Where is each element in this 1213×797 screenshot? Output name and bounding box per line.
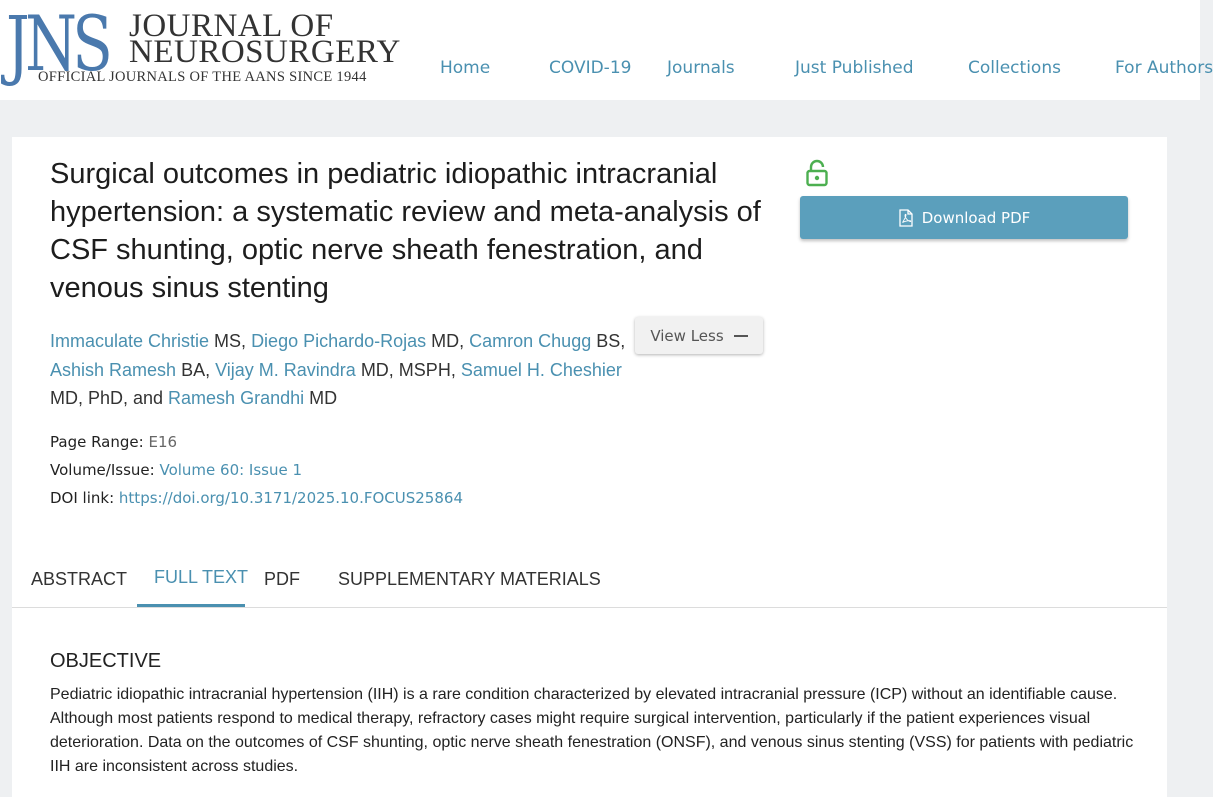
author-link[interactable]: Vijay M. Ravindra	[215, 359, 356, 380]
view-less-button[interactable]	[635, 317, 763, 354]
download-pdf-button[interactable]	[800, 196, 1128, 239]
section-heading: OBJECTIVE	[50, 650, 162, 672]
logo-line-2: NEUROSURGERY	[129, 34, 401, 70]
pdf-file-icon	[898, 209, 914, 227]
tab-supplementary-materials[interactable]: SUPPLEMENTARY MATERIALS	[338, 569, 601, 589]
site-header	[0, 0, 1213, 100]
author-link[interactable]: Diego Pichardo-Rojas	[251, 331, 427, 351]
nav-journals[interactable]: Journals	[667, 58, 735, 78]
unlock-icon	[805, 159, 829, 187]
logo-mark: JNS	[6, 0, 109, 88]
page-range-value: E16	[148, 433, 178, 451]
tab-full-text[interactable]: FULL TEXT	[154, 567, 249, 587]
article-title: Surgical outcomes in pediatric idiopathic intracranial hypertension: a systematic review and meta-analysis of CSF shunting, optic nerve sheath fenestration, and venous sinus stenting	[50, 158, 761, 304]
objective-paragraph: Pediatric idiopathic intracranial hypertension (IIH) is a rare condition characterized by elevated intracranial pressure (ICP) without an identifiable cause. Although most patients respond to medical therapy, refractory cases might require surgical intervention, particularly if the patient experiences visual deterioration. Data on the outcomes of CSF shunting, optic nerve sheath fenestration (ONSF), and venous sinus stenting (VSS) for patients with pediatric IIH are inconsistent across studies.	[50, 686, 1134, 775]
nav-just-published[interactable]: Just Published	[795, 58, 914, 78]
volume-issue-row	[50, 461, 302, 479]
tab-pdf[interactable]: PDF	[264, 569, 300, 589]
logo-tagline: OFFICIAL JOURNALS OF THE AANS SINCE 1944	[38, 69, 367, 85]
doi-link[interactable]: https://doi.org/10.3171/2025.10.FOCUS25864	[118, 489, 463, 507]
author-degree: MD, PhD, and	[50, 388, 169, 408]
nav-collections[interactable]: Collections	[968, 58, 1061, 78]
author-link[interactable]: Samuel H. Cheshier	[460, 359, 622, 380]
download-pdf-label: Download PDF	[921, 208, 1031, 227]
nav-covid-19[interactable]: COVID-19	[549, 58, 632, 78]
author-list	[50, 327, 640, 413]
page-range-label: Page Range:	[50, 433, 144, 451]
article-card	[12, 137, 1167, 797]
article-tabs	[12, 561, 1167, 608]
jns-logo[interactable]	[6, 0, 401, 88]
logo-line-1: JOURNAL OF	[129, 8, 334, 44]
view-less-label: View Less	[650, 326, 724, 345]
author-degree: MD,	[426, 331, 470, 351]
doi-row	[50, 489, 463, 507]
author-degree: MS,	[209, 331, 252, 351]
author-degree: MD	[304, 388, 338, 408]
volume-issue-link[interactable]: Volume 60: Issue 1	[159, 461, 303, 479]
tab-abstract[interactable]: ABSTRACT	[31, 569, 128, 589]
active-tab-indicator	[137, 604, 245, 607]
volume-issue-label: Volume/Issue:	[50, 461, 155, 479]
nav-home[interactable]: Home	[440, 58, 491, 78]
author-degree: MD, MSPH,	[355, 359, 461, 380]
author-link[interactable]: Camron Chugg	[469, 331, 592, 351]
author-link[interactable]: Ashish Ramesh	[50, 359, 177, 380]
author-degree: BA,	[176, 359, 216, 380]
author-link[interactable]: Immaculate Christie	[50, 331, 210, 351]
author-degree: BS,	[591, 331, 626, 351]
page-range-row	[50, 433, 177, 451]
minus-icon	[734, 335, 748, 337]
author-link[interactable]: Ramesh Grandhi	[168, 388, 305, 408]
doi-label: DOI link:	[50, 489, 115, 507]
nav-for-authors[interactable]: For Authors	[1115, 58, 1213, 78]
